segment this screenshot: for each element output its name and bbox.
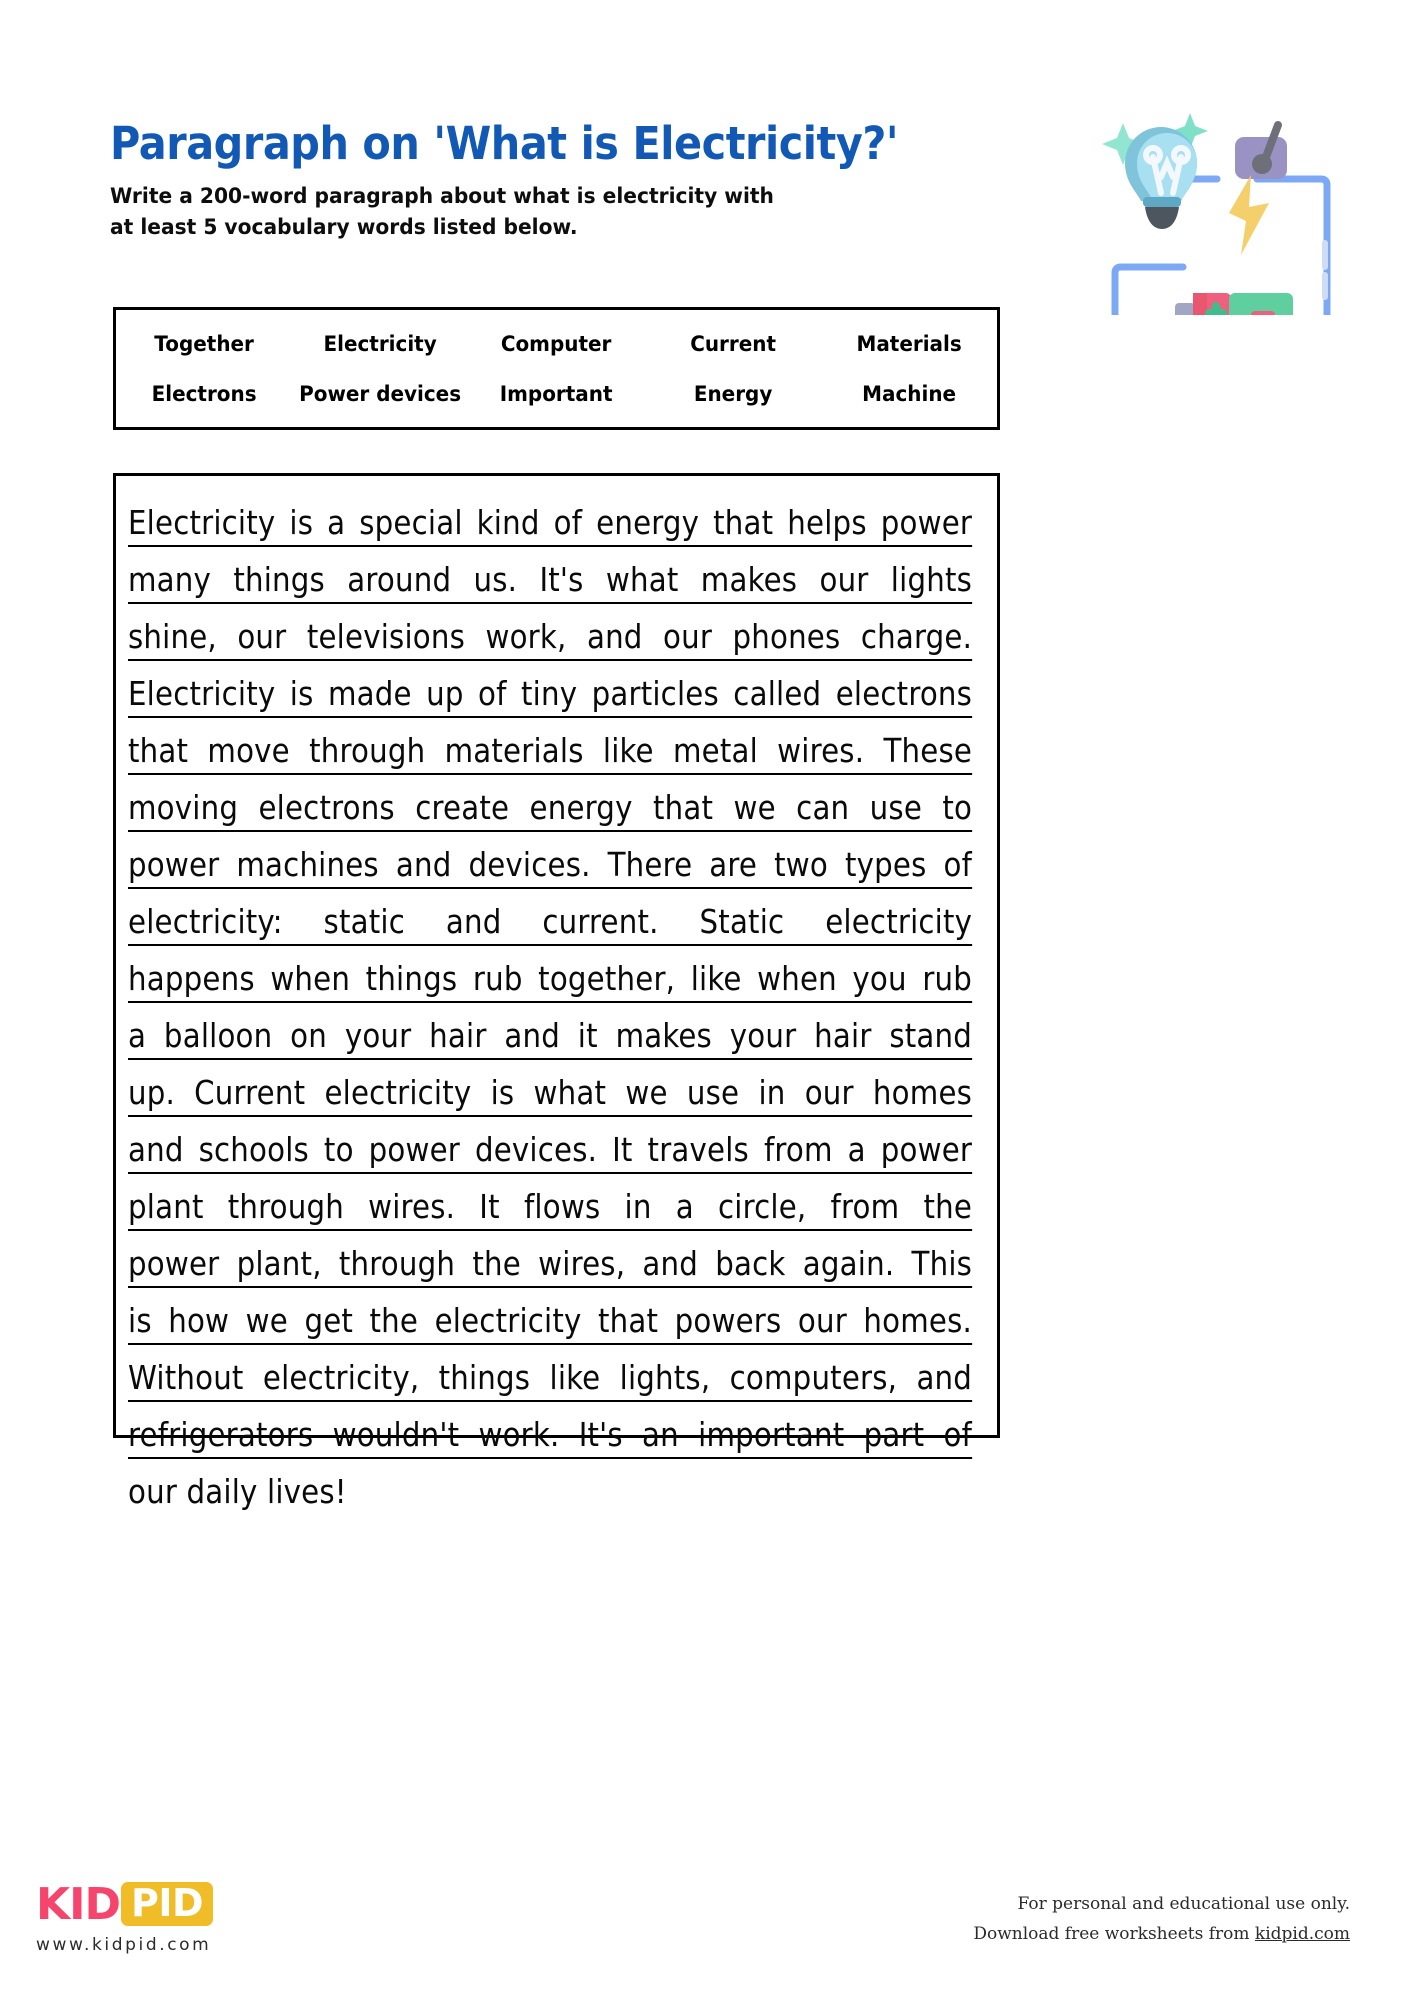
lightning-bolt-icon <box>1229 175 1269 255</box>
paragraph-word: rub <box>922 959 973 998</box>
paragraph-line <box>128 604 972 661</box>
paragraph-word: Electricity <box>128 674 276 713</box>
paragraph-word: a <box>847 1130 866 1169</box>
paragraph-word: our <box>804 1073 854 1112</box>
paragraph-word: use <box>869 788 923 827</box>
logo-kid-text: KID <box>36 1878 120 1930</box>
paragraph-word: can <box>796 788 850 827</box>
battery-icon <box>1175 293 1293 315</box>
paragraph-word: is <box>128 1301 152 1340</box>
paragraph-word: things <box>233 560 325 599</box>
paragraph-word: up <box>426 674 464 713</box>
paragraph-word: you <box>852 959 907 998</box>
paragraph-word: homes. <box>863 1301 973 1340</box>
paragraph-word: together, <box>538 959 676 998</box>
paragraph-word: lights, <box>619 1358 711 1397</box>
paragraph-word: what <box>533 1073 607 1112</box>
paragraph-word: flows <box>523 1187 601 1226</box>
paragraph-word: that <box>128 731 189 770</box>
paragraph-word: from <box>763 1130 833 1169</box>
paragraph-word: and <box>586 617 643 656</box>
paragraph-word: schools <box>198 1130 309 1169</box>
logo-pid-badge: PID <box>121 1882 213 1927</box>
paragraph-line <box>128 1402 972 1459</box>
paragraph-word: static <box>323 902 405 941</box>
vocabulary-word: Current <box>689 331 776 356</box>
paragraph-word: that <box>713 503 774 542</box>
vocabulary-word: Materials <box>856 331 962 356</box>
switch-icon <box>1235 125 1287 179</box>
paragraph-word: moving <box>128 788 239 827</box>
paragraph-word: There <box>607 845 693 884</box>
paragraph-word: refrigerators <box>128 1415 314 1454</box>
paragraph-word: many <box>128 560 212 599</box>
paragraph-word: electricity <box>825 902 973 941</box>
paragraph-line <box>128 1288 972 1345</box>
paragraph-line <box>128 946 972 1003</box>
paragraph-writing-area[interactable] <box>113 473 1000 1511</box>
paragraph-word: devices. <box>468 845 591 884</box>
paragraph-word: phones <box>732 617 841 656</box>
footer-note-line-2 <box>973 1920 1350 1950</box>
paragraph-word: to <box>942 788 973 827</box>
paragraph-word: like <box>549 1358 601 1397</box>
kidpid-logo[interactable] <box>36 1880 366 1955</box>
paragraph-word: our daily lives! <box>128 1472 347 1511</box>
vocabulary-word-bank <box>113 307 1000 430</box>
paragraph-word: move <box>207 731 290 770</box>
paragraph-word: power <box>128 1244 220 1283</box>
paragraph-word: through <box>227 1187 344 1226</box>
paragraph-word: shine, <box>128 617 217 656</box>
paragraph-word: wouldn't <box>332 1415 460 1454</box>
paragraph-word: machines <box>236 845 379 884</box>
electric-circuit-illustration <box>1085 85 1345 315</box>
paragraph-word: around <box>347 560 452 599</box>
paragraph-word: like <box>602 731 654 770</box>
paragraph-word: and <box>395 845 452 884</box>
instructions-line-1: Write a 200-word paragraph about what is electricity with <box>110 184 774 210</box>
paragraph-word: an <box>642 1415 679 1454</box>
vocabulary-word: Together <box>154 331 254 356</box>
paragraph-word: It <box>612 1130 633 1169</box>
paragraph-line <box>128 490 972 547</box>
paragraph-line <box>128 661 972 718</box>
paragraph-line <box>128 832 972 889</box>
paragraph-word: it <box>577 1016 598 1055</box>
paragraph-word: materials <box>444 731 584 770</box>
paragraph-word: get <box>304 1301 354 1340</box>
paragraph-line <box>128 1117 972 1174</box>
vocabulary-word: Energy <box>693 381 772 406</box>
paragraph-word: power <box>880 1130 973 1169</box>
paragraph-word: plant, <box>236 1244 322 1283</box>
paragraph-word: particles <box>591 674 719 713</box>
paragraph-word: Without <box>128 1358 244 1397</box>
paragraph-word: helps <box>787 503 867 542</box>
paragraph-word: It's <box>578 1415 623 1454</box>
kidpid-link[interactable]: kidpid.com <box>1254 1923 1350 1944</box>
paragraph-word: of <box>943 1415 973 1454</box>
paragraph-word: stand <box>889 1016 973 1055</box>
paragraph-word: our <box>663 617 713 656</box>
paragraph-word: charge. <box>860 617 973 656</box>
paragraph-word: us. <box>473 560 518 599</box>
paragraph-word: that <box>652 788 714 827</box>
paragraph-word: makes <box>615 1016 712 1055</box>
paragraph-word: wires, <box>538 1244 626 1283</box>
paragraph-word: makes <box>700 560 798 599</box>
paragraph-word: televisions <box>306 617 466 656</box>
vocabulary-word: Important <box>500 381 613 406</box>
paragraph-word: current. <box>542 902 659 941</box>
paragraph-word: work. <box>478 1415 560 1454</box>
paragraph-word: that <box>597 1301 659 1340</box>
paragraph-word: power <box>880 503 973 542</box>
paragraph-line <box>128 1174 972 1231</box>
paragraph-word: what <box>605 560 679 599</box>
paragraph-line <box>128 889 972 946</box>
paragraph-word: homes <box>872 1073 973 1112</box>
paragraph-word: part <box>863 1415 925 1454</box>
paragraph-word: Current <box>194 1073 306 1112</box>
paragraph-word: we <box>245 1301 288 1340</box>
paragraph-word: create <box>415 788 510 827</box>
paragraph-word: your <box>729 1016 797 1055</box>
paragraph-word: Static <box>699 902 785 941</box>
paragraph-word: again. <box>802 1244 895 1283</box>
paragraph-word: like <box>690 959 742 998</box>
paragraph-word: through <box>309 731 426 770</box>
paragraph-word: called <box>733 674 822 713</box>
paragraph-word: hair <box>429 1016 487 1055</box>
paragraph-word: from <box>830 1187 900 1226</box>
paragraph-word: how <box>168 1301 230 1340</box>
paragraph-word: hair <box>814 1016 872 1055</box>
paragraph-word: kind <box>476 503 540 542</box>
paragraph-word: Electricity <box>128 503 276 542</box>
paragraph-line <box>128 775 972 832</box>
paragraph-line <box>128 1345 972 1402</box>
paragraph-word: travels <box>647 1130 749 1169</box>
paragraph-word: we <box>625 1073 668 1112</box>
logo-wordmark <box>36 1880 366 1928</box>
paragraph-word: use <box>686 1073 740 1112</box>
paragraph-word: plant <box>128 1187 204 1226</box>
paragraph-word: our <box>819 560 869 599</box>
paragraph-word: happens <box>128 959 255 998</box>
paragraph-word: tiny <box>520 674 578 713</box>
paragraph-word: electricity: <box>128 902 283 941</box>
paragraph-word: It's <box>539 560 584 599</box>
paragraph-word: made <box>327 674 412 713</box>
paragraph-word: devices. <box>474 1130 598 1169</box>
paragraph-word: through <box>338 1244 456 1283</box>
paragraph-word: It <box>479 1187 500 1226</box>
paragraph-word: electrons <box>835 674 973 713</box>
vocabulary-word: Computer <box>501 331 612 356</box>
paragraph-word: electrons <box>258 788 395 827</box>
paragraph-word: electricity, <box>262 1358 420 1397</box>
footer-note-line-1: For personal and educational use only. <box>1017 1894 1350 1914</box>
paragraph-word: things <box>438 1358 531 1397</box>
paragraph-line <box>128 1003 972 1060</box>
paragraph-word: electricity <box>434 1301 582 1340</box>
paragraph-word: the <box>923 1187 973 1226</box>
paragraph-word: of <box>943 845 973 884</box>
paragraph-word: lights <box>890 560 973 599</box>
paragraph-word: your <box>344 1016 412 1055</box>
paragraph-word: wires. <box>777 731 865 770</box>
paragraph-word: and <box>445 902 502 941</box>
paragraph-word: our <box>237 617 287 656</box>
paragraph-word: when <box>270 959 351 998</box>
paragraph-word: wires. <box>368 1187 456 1226</box>
paragraph-word: things <box>365 959 458 998</box>
paragraph-word: of <box>553 503 583 542</box>
paragraph-word: in <box>758 1073 786 1112</box>
vocabulary-word: Machine <box>861 381 956 406</box>
paragraph-word: and <box>504 1016 560 1055</box>
paragraph-word: a <box>327 503 346 542</box>
paragraph-line <box>128 718 972 775</box>
paragraph-line <box>128 1459 972 1511</box>
vocabulary-row-1 <box>116 319 997 369</box>
paragraph-word: is <box>289 503 314 542</box>
paragraph-line <box>128 1231 972 1288</box>
paragraph-word: a <box>128 1016 147 1055</box>
paragraph-word: and <box>128 1130 184 1169</box>
paragraph-word: and <box>642 1244 699 1283</box>
paragraph-word: circle, <box>718 1187 807 1226</box>
paragraph-word: we <box>733 788 776 827</box>
paragraph-word: of <box>478 674 507 713</box>
footer-usage-note <box>973 1890 1350 1950</box>
paragraph-word: are <box>709 845 758 884</box>
light-bulb-icon <box>1125 127 1197 229</box>
paragraph-word: the <box>369 1301 419 1340</box>
vocabulary-row-2 <box>116 369 997 419</box>
paragraph-word: computers, <box>729 1358 898 1397</box>
paragraph-word: power <box>128 845 220 884</box>
vocabulary-word: Electrons <box>151 381 257 406</box>
logo-website-url: www.kidpid.com <box>36 1935 212 1955</box>
paragraph-line <box>128 1060 972 1117</box>
paragraph-word: is <box>289 674 314 713</box>
paragraph-word: up. <box>128 1073 175 1112</box>
vocabulary-word: Power devices <box>299 381 462 406</box>
paragraph-word: metal <box>672 731 758 770</box>
paragraph-word: when <box>757 959 837 998</box>
paragraph-word: important <box>698 1415 845 1454</box>
paragraph-word: on <box>290 1016 328 1055</box>
paragraph-word: types <box>844 845 927 884</box>
paragraph-word: These <box>883 731 973 770</box>
paragraph-word: balloon <box>163 1016 273 1055</box>
paragraph-word: back <box>715 1244 786 1283</box>
footer-note-prefix: Download free worksheets from <box>973 1923 1255 1944</box>
paragraph-word: This <box>911 1244 973 1283</box>
paragraph-word: energy <box>529 788 633 827</box>
page-title: Paragraph on 'What is Electricity?' <box>110 117 899 170</box>
paragraph-word: rub <box>472 959 523 998</box>
paragraph-word: work, <box>485 617 567 656</box>
vocabulary-word: Electricity <box>323 331 437 356</box>
paragraph-word: the <box>472 1244 521 1283</box>
paragraph-word: two <box>774 845 828 884</box>
paragraph-word: electricity <box>324 1073 472 1112</box>
paragraph-word: and <box>916 1358 973 1397</box>
instructions-line-2: at least 5 vocabulary words listed below. <box>110 215 578 241</box>
paragraph-word: is <box>490 1073 515 1112</box>
paragraph-word: special <box>359 503 463 542</box>
paragraph-word: a <box>675 1187 694 1226</box>
paragraph-word: powers <box>674 1301 782 1340</box>
paragraph-line <box>128 547 972 604</box>
paragraph-word: in <box>624 1187 652 1226</box>
paragraph-word: power <box>368 1130 461 1169</box>
paragraph-word: energy <box>596 503 700 542</box>
paragraph-word: to <box>323 1130 354 1169</box>
worksheet-instructions <box>110 181 1238 243</box>
paragraph-word: our <box>797 1301 847 1340</box>
